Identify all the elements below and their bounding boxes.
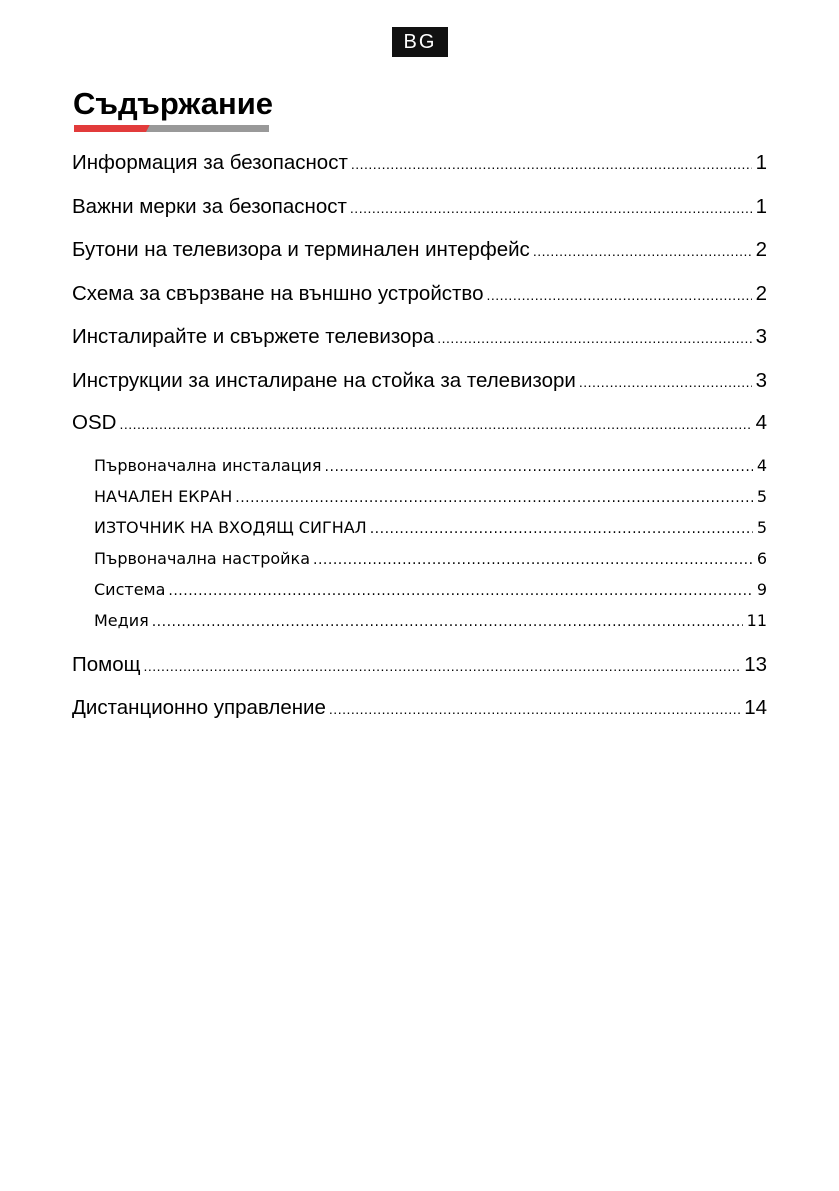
- toc-subentry-label: Система: [94, 580, 166, 599]
- toc-entry-label: Схема за свързване на външно устройство: [72, 282, 484, 305]
- toc-entry-label: OSD: [72, 411, 117, 434]
- toc-entry-label: Важни мерки за безопасност: [72, 195, 347, 218]
- toc-entry-label: Дистанционно управление: [72, 696, 326, 719]
- toc-dot-leader: [144, 651, 741, 681]
- toc-entry-tv-buttons-and-terminal-interface[interactable]: [72, 235, 767, 265]
- toc-subentry-label: Първоначална настройка: [94, 549, 311, 568]
- toc-entry-page-number: 1: [755, 151, 767, 174]
- toc-subentry-label: НАЧАЛЕН ЕКРАН: [94, 487, 233, 506]
- toc-dot-leader: [152, 609, 743, 635]
- toc-entry-safety-information[interactable]: [72, 148, 767, 178]
- toc-dot-leader: [533, 236, 752, 266]
- toc-dot-leader: [437, 323, 751, 353]
- toc-entry-page-number: 13: [744, 653, 767, 676]
- toc-entry-important-safety-measures[interactable]: [72, 192, 767, 222]
- toc-entry-external-device-connection-diagram[interactable]: [72, 279, 767, 309]
- title-underline-grey-segment: [146, 125, 269, 132]
- toc-subentry-home-screen[interactable]: [94, 484, 767, 510]
- toc-entry-label: Бутони на телевизора и терминален интерфейс: [72, 238, 530, 261]
- toc-entry-label: Инсталирайте и свържете телевизора: [72, 325, 435, 348]
- toc-entry-label: Инструкции за инсталиране на стойка за телевизори: [72, 369, 576, 392]
- toc-entry-page-number: 1: [755, 195, 767, 218]
- page-title: Съдържание: [73, 86, 274, 121]
- toc-entry-remote-control[interactable]: [72, 693, 767, 723]
- toc-dot-leader: [325, 454, 753, 480]
- toc-entry-page-number: 3: [755, 325, 767, 348]
- toc-entry-page-number: 14: [744, 696, 767, 719]
- toc-dot-leader: [350, 193, 752, 223]
- toc-entry-help[interactable]: [72, 650, 767, 680]
- title-underline-red-segment: [74, 125, 150, 132]
- toc-dot-leader: [351, 149, 752, 179]
- toc-entry-label: Помощ: [72, 653, 141, 676]
- toc-subentry-label: Медия: [94, 611, 149, 630]
- toc-subentry-page-number: 9: [756, 580, 767, 599]
- toc-dot-leader: [329, 694, 740, 724]
- toc-subentry-label: ИЗТОЧНИК НА ВХОДЯЩ СИГНАЛ: [94, 518, 367, 537]
- toc-subentry-initial-setup[interactable]: [94, 546, 767, 572]
- toc-subentry-system[interactable]: [94, 577, 767, 603]
- toc-subentry-input-source[interactable]: [94, 515, 767, 541]
- toc-entry-osd[interactable]: [72, 408, 767, 438]
- toc-dot-leader: [579, 367, 752, 397]
- toc-entry-page-number: 2: [755, 282, 767, 305]
- toc-entry-label: Информация за безопасност: [72, 151, 348, 174]
- title-underline: [74, 125, 269, 132]
- toc-subentry-page-number: 6: [756, 549, 767, 568]
- toc-entry-page-number: 2: [755, 238, 767, 261]
- toc-dot-leader: [486, 280, 751, 310]
- toc-subentry-page-number: 5: [756, 487, 767, 506]
- toc-subentry-media[interactable]: [94, 608, 767, 634]
- toc-entry-tv-stand-installation-instructions[interactable]: [72, 366, 767, 396]
- toc-subentry-initial-installation[interactable]: [94, 453, 767, 479]
- toc-subentry-page-number: 5: [756, 518, 767, 537]
- toc-subentry-label: Първоначална инсталация: [94, 456, 322, 475]
- language-badge: BG: [392, 27, 448, 57]
- toc-entry-page-number: 3: [755, 369, 767, 392]
- toc-dot-leader: [119, 409, 751, 439]
- toc-dot-leader: [168, 578, 752, 604]
- toc-dot-leader: [370, 516, 753, 542]
- toc-subentry-page-number: 4: [756, 456, 767, 475]
- toc-dot-leader: [235, 485, 753, 511]
- toc-entry-page-number: 4: [755, 411, 767, 434]
- toc-entry-install-and-connect-tv[interactable]: [72, 322, 767, 352]
- toc-subentry-page-number: 11: [746, 611, 767, 630]
- toc-dot-leader: [313, 547, 753, 573]
